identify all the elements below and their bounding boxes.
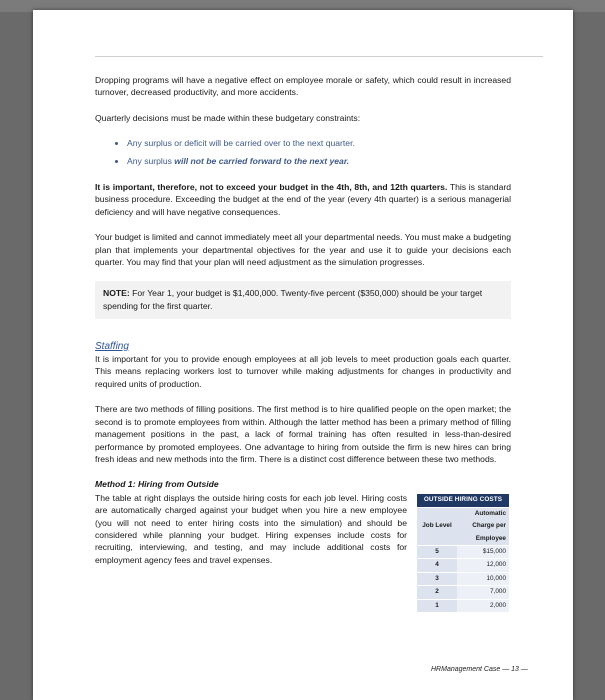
job-level-cell: 2 <box>417 586 457 599</box>
table-title-row <box>417 494 509 507</box>
table-header-row <box>417 507 509 545</box>
constraint-text-2: Any surplus <box>127 155 175 166</box>
method-1-text: The table at right displays the outside hiring costs for each job level. Hiring costs are automatically charged against your budget when you hire a new employee (you will not need to enter hiring costs into the simulation) and should be considered while planning your budget. Hiring expenses include costs for recruiting, interviewing, and testing, and may include additional costs for employment agency fees and travel expenses. <box>95 492 407 565</box>
constraints-list <box>95 137 511 167</box>
method-1-title: Method 1: Hiring from Outside <box>95 479 219 490</box>
budget-warning-paragraph <box>95 181 511 218</box>
outside-hiring-costs-table <box>417 494 509 613</box>
constraint-text-1: Any surplus or deficit will be carried over to the next quarter. <box>127 138 355 149</box>
job-level-cell: 5 <box>417 545 457 558</box>
charge-cell: 2,000 <box>457 599 509 612</box>
job-level-cell: 3 <box>417 572 457 585</box>
constraint-item-2 <box>127 155 511 167</box>
header-rule <box>95 56 543 57</box>
budget-warning-text: This is standard business procedure. Exceeding the budget at the end of the year (every 4th quarter) is a serious managerial deficiency and will have negative consequences. <box>95 182 511 217</box>
table-title: OUTSIDE HIRING COSTS <box>417 494 509 507</box>
column-header-job-level: Job Level <box>417 507 457 545</box>
staffing-paragraph-1: It is important for you to provide enough employees at all job levels to meet production goals each quarter. This means replacing workers lost to turnover while making adjustments for changes in productivity and required units of production. <box>95 354 511 389</box>
charge-cell: $15,000 <box>457 545 509 558</box>
job-level-cell: 4 <box>417 559 457 572</box>
page-footer: HRManagement Case — 13 — <box>431 666 528 673</box>
page-content <box>95 74 511 609</box>
constraint-emphasis: will not be carried forward to the next year. <box>174 155 350 166</box>
document-page <box>33 10 573 700</box>
charge-cell: 7,000 <box>457 586 509 599</box>
intro-paragraph-1: Dropping programs will have a negative effect on employee morale or safety, which could result in increased turnover, decreased productivity, and more accidents. <box>95 75 511 98</box>
method-1-section <box>95 478 511 609</box>
charge-cell: 10,000 <box>457 572 509 585</box>
charge-cell: 12,000 <box>457 559 509 572</box>
job-level-cell: 1 <box>417 599 457 612</box>
budget-plan-paragraph: Your budget is limited and cannot immediately meet all your departmental needs. You must make a budgeting plan that implements your departmental objectives for the year and use it to guide your decisions each quarter. You may find that your plan will need adjustment as the simulation progresses. <box>95 232 511 268</box>
staffing-paragraph-2: There are two methods of filling positions. The first method is to hire qualified people on the open market; the second is to promote employees from within. Although the latter method has been a primary method of filling management positions in the past, a lack of formal training has often resulted in less-than-desired performance by promoted employees. One advantage to hiring from outside the firm is new hires can bring fresh ideas and new methods into the firm. There is a distinct cost difference between these two methods. <box>95 404 511 464</box>
table-row <box>417 599 509 612</box>
staffing-heading: Staffing <box>95 340 129 352</box>
constraint-item-1 <box>127 137 511 149</box>
note-text: For Year 1, your budget is $1,400,000. Twenty-five percent ($350,000) should be your target spending for the first quarter. <box>103 288 483 312</box>
budget-warning-bold: It is important, therefore, not to exceed your budget in the 4th, 8th, and 12th quarters. <box>95 182 448 193</box>
note-label: NOTE: <box>103 288 130 299</box>
column-header-charge: Automatic Charge per Employee <box>457 507 509 545</box>
table-row <box>417 586 509 599</box>
note-box <box>95 281 511 318</box>
table-row <box>417 572 509 585</box>
table-row <box>417 559 509 572</box>
table-row <box>417 545 509 558</box>
intro-paragraph-2: Quarterly decisions must be made within these budgetary constraints: <box>95 112 361 123</box>
